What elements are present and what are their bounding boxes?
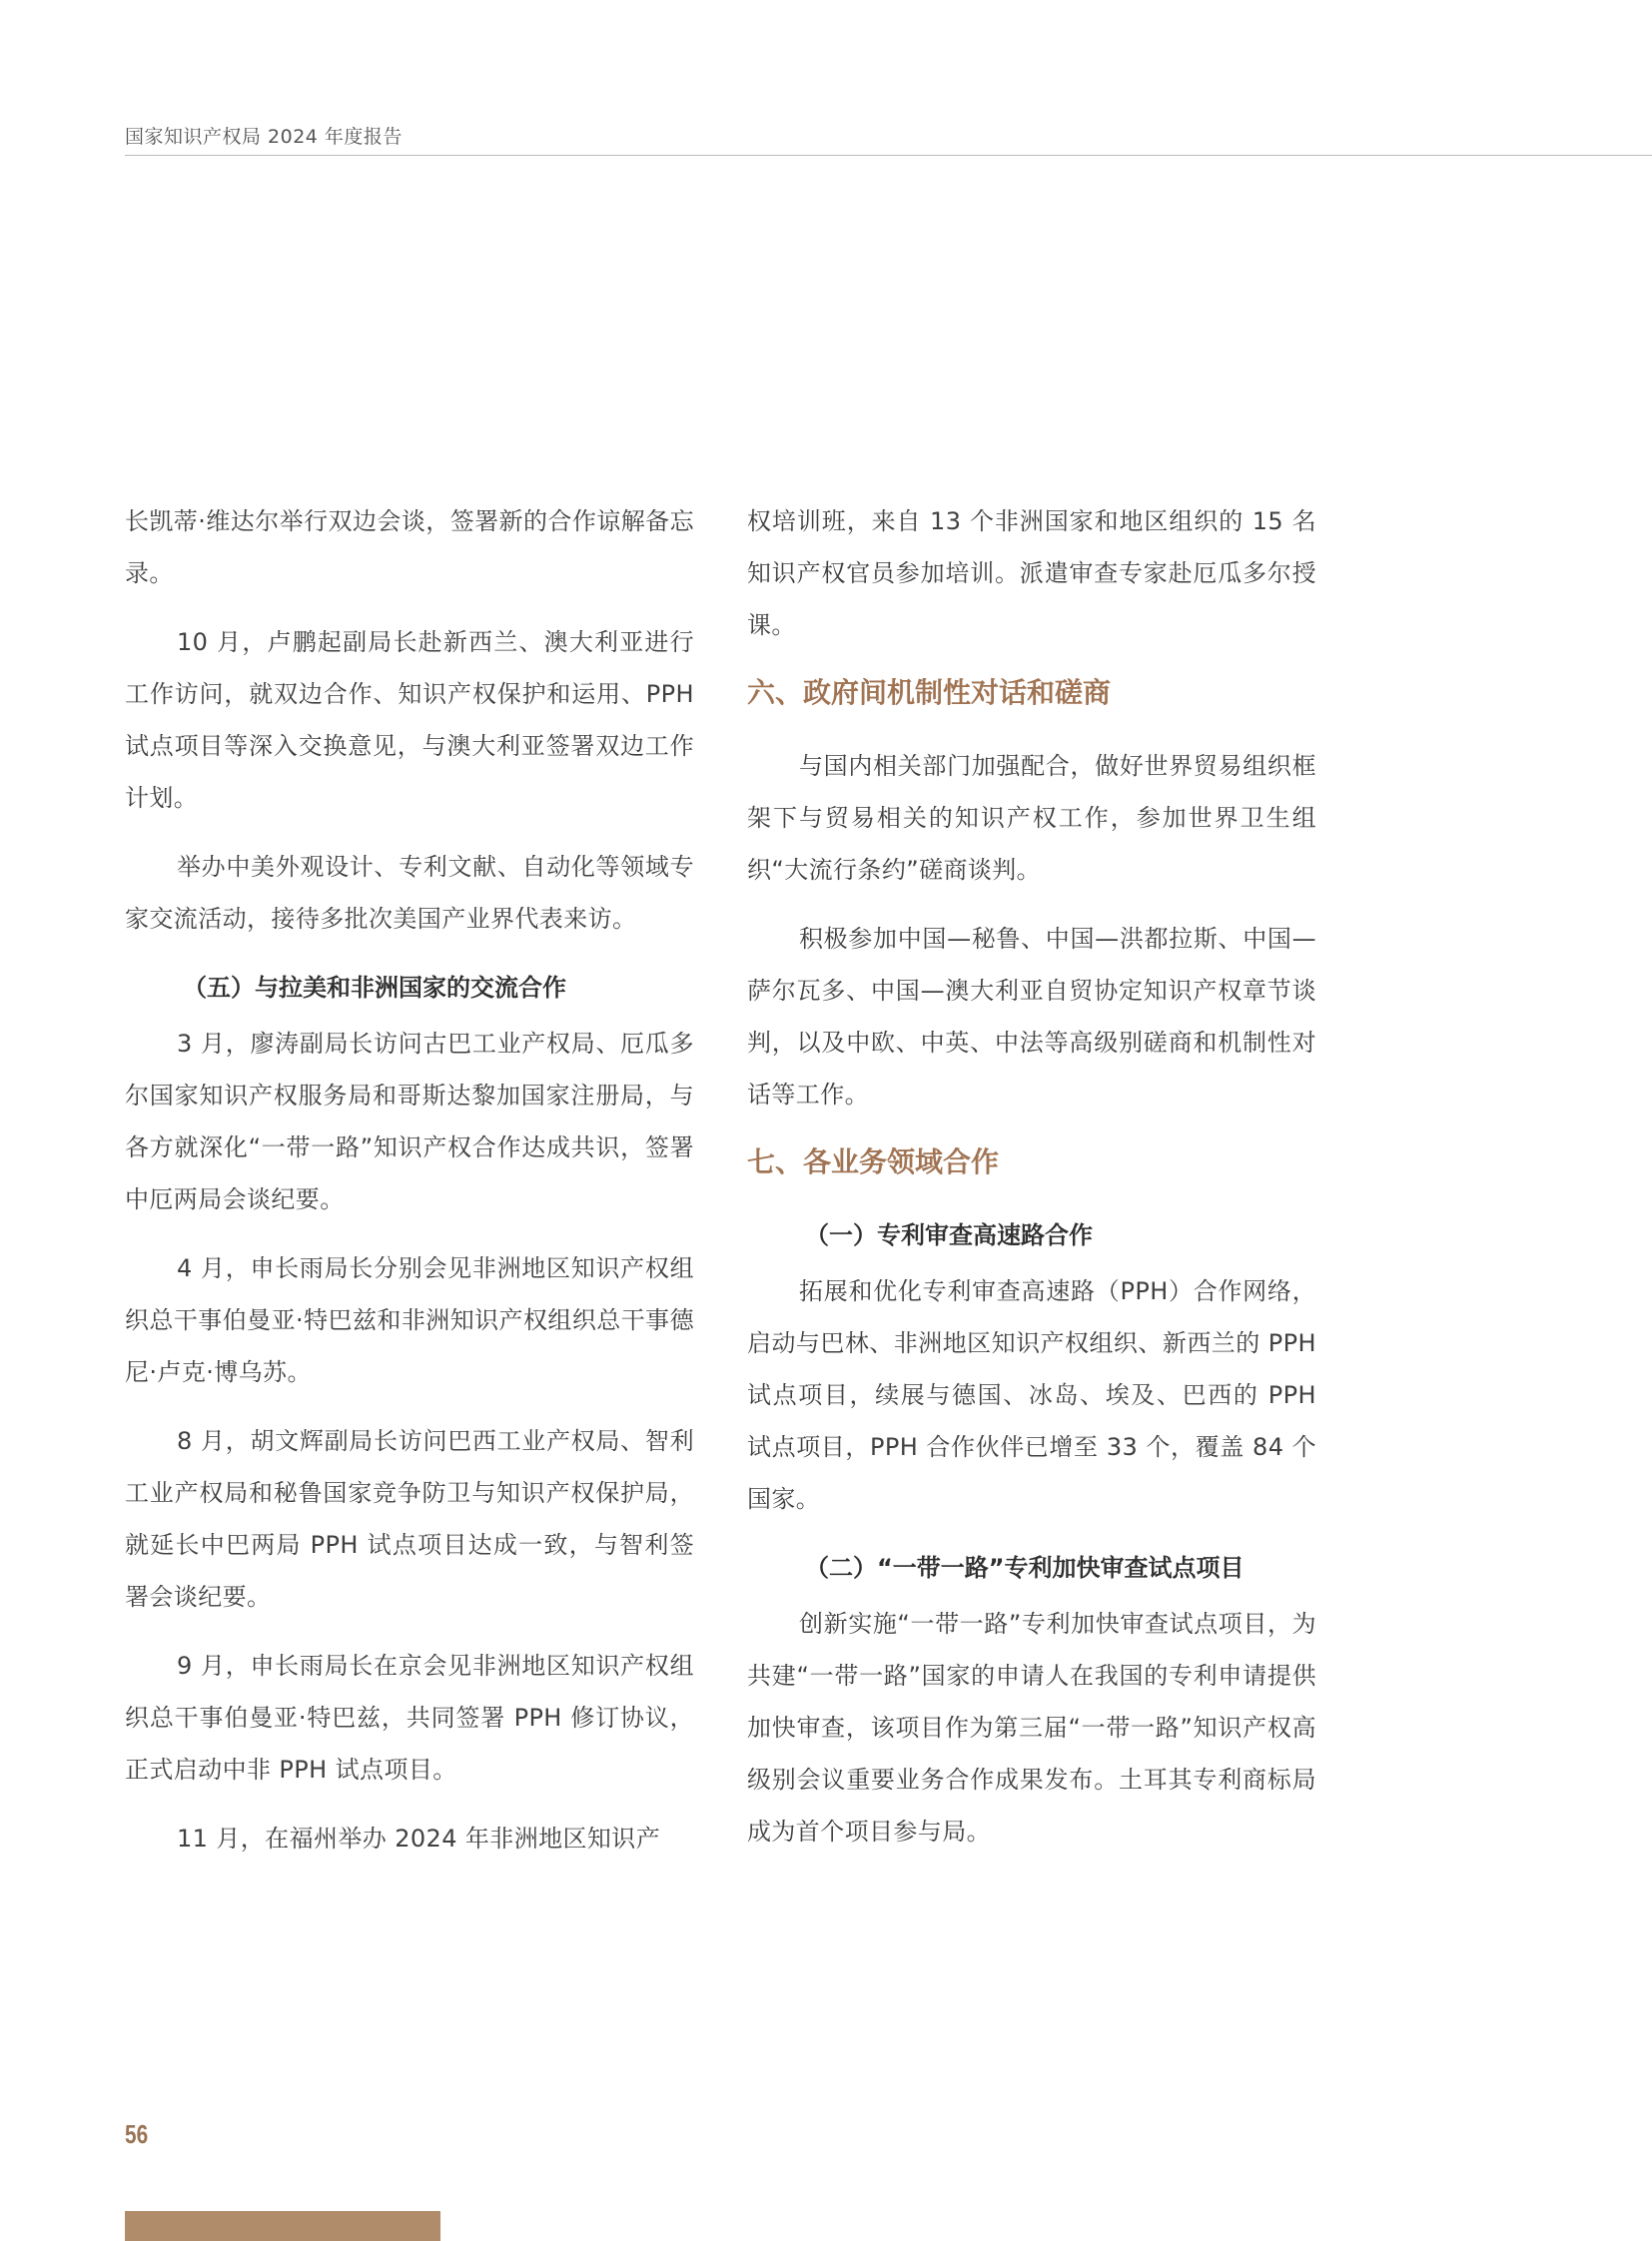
paragraph: 长凯蒂·维达尔举行双边会谈，签署新的合作谅解备忘录。 [125, 507, 694, 587]
page-number: 56 [125, 2119, 149, 2149]
paragraph: 与国内相关部门加强配合，做好世界贸易组织框架下与贸易相关的知识产权工作，参加世界卫生组织“大流行条约”磋商谈判。 [747, 752, 1316, 884]
subsection-heading: （一）专利审查高速路合作 [805, 1221, 1093, 1249]
subsection-heading: （二）“一带一路”专利加快审查试点项目 [805, 1554, 1244, 1582]
right-column [747, 495, 1316, 1874]
report-header-title: 国家知识产权局 2024 年度报告 [125, 126, 403, 148]
paragraph: 10 月，卢鹏起副局长赴新西兰、澳大利亚进行工作访问，就双边合作、知识产权保护和运用、PPH 试点项目等深入交换意见，与澳大利亚签署双边工作计划。 [125, 628, 694, 812]
paragraph: 积极参加中国—秘鲁、中国—洪都拉斯、中国—萨尔瓦多、中国—澳大利亚自贸协定知识产权章节谈判，以及中欧、中英、中法等高级别磋商和机制性对话等工作。 [747, 925, 1316, 1109]
left-column [125, 495, 694, 1881]
paragraph: 3 月，廖涛副局长访问古巴工业产权局、厄瓜多尔国家知识产权服务局和哥斯达黎加国家注册局，与各方就深化“一带一路”知识产权合作达成共识，签署中厄两局会谈纪要。 [125, 1030, 694, 1213]
paragraph: 8 月，胡文辉副局长访问巴西工业产权局、智利工业产权局和秘鲁国家竞争防卫与知识产权保护局，就延长中巴两局 PPH 试点项目达成一致，与智利签署会谈纪要。 [125, 1427, 694, 1611]
footer-accent-bar [125, 2211, 440, 2241]
paragraph: 创新实施“一带一路”专利加快审查试点项目，为共建“一带一路”国家的申请人在我国的专利申请提供加快审查，该项目作为第三届“一带一路”知识产权高级别会议重要业务合作成果发布。土耳其专利商标局成为首个项目参与局。 [747, 1610, 1316, 1846]
subsection-heading: （五）与拉美和非洲国家的交流合作 [183, 974, 566, 1002]
header-divider [125, 155, 1652, 156]
paragraph: 举办中美外观设计、专利文献、自动化等领域专家交流活动，接待多批次美国产业界代表来访。 [125, 853, 694, 933]
paragraph: 4 月，申长雨局长分别会见非洲地区知识产权组织总干事伯曼亚·特巴兹和非洲知识产权组织总干事德尼·卢克·博乌苏。 [125, 1254, 694, 1386]
section-heading: 七、各业务领域合作 [747, 1145, 1000, 1178]
paragraph: 权培训班，来自 13 个非洲国家和地区组织的 15 名知识产权官员参加培训。派遣审查专家赴厄瓜多尔授课。 [747, 507, 1316, 639]
paragraph: 9 月，申长雨局长在京会见非洲地区知识产权组织总干事伯曼亚·特巴兹，共同签署 PPH 修订协议，正式启动中非 PPH 试点项目。 [125, 1652, 694, 1784]
paragraph: 11 月，在福州举办 2024 年非洲地区知识产 [177, 1825, 661, 1853]
section-heading: 六、政府间机制性对话和磋商 [747, 676, 1112, 709]
paragraph: 拓展和优化专利审查高速路（PPH）合作网络，启动与巴林、非洲地区知识产权组织、新西兰的 PPH 试点项目，续展与德国、冰岛、埃及、巴西的 PPH 试点项目，PPH 合作伙伴已增至 33 个，覆盖 84 个国家。 [747, 1277, 1316, 1513]
